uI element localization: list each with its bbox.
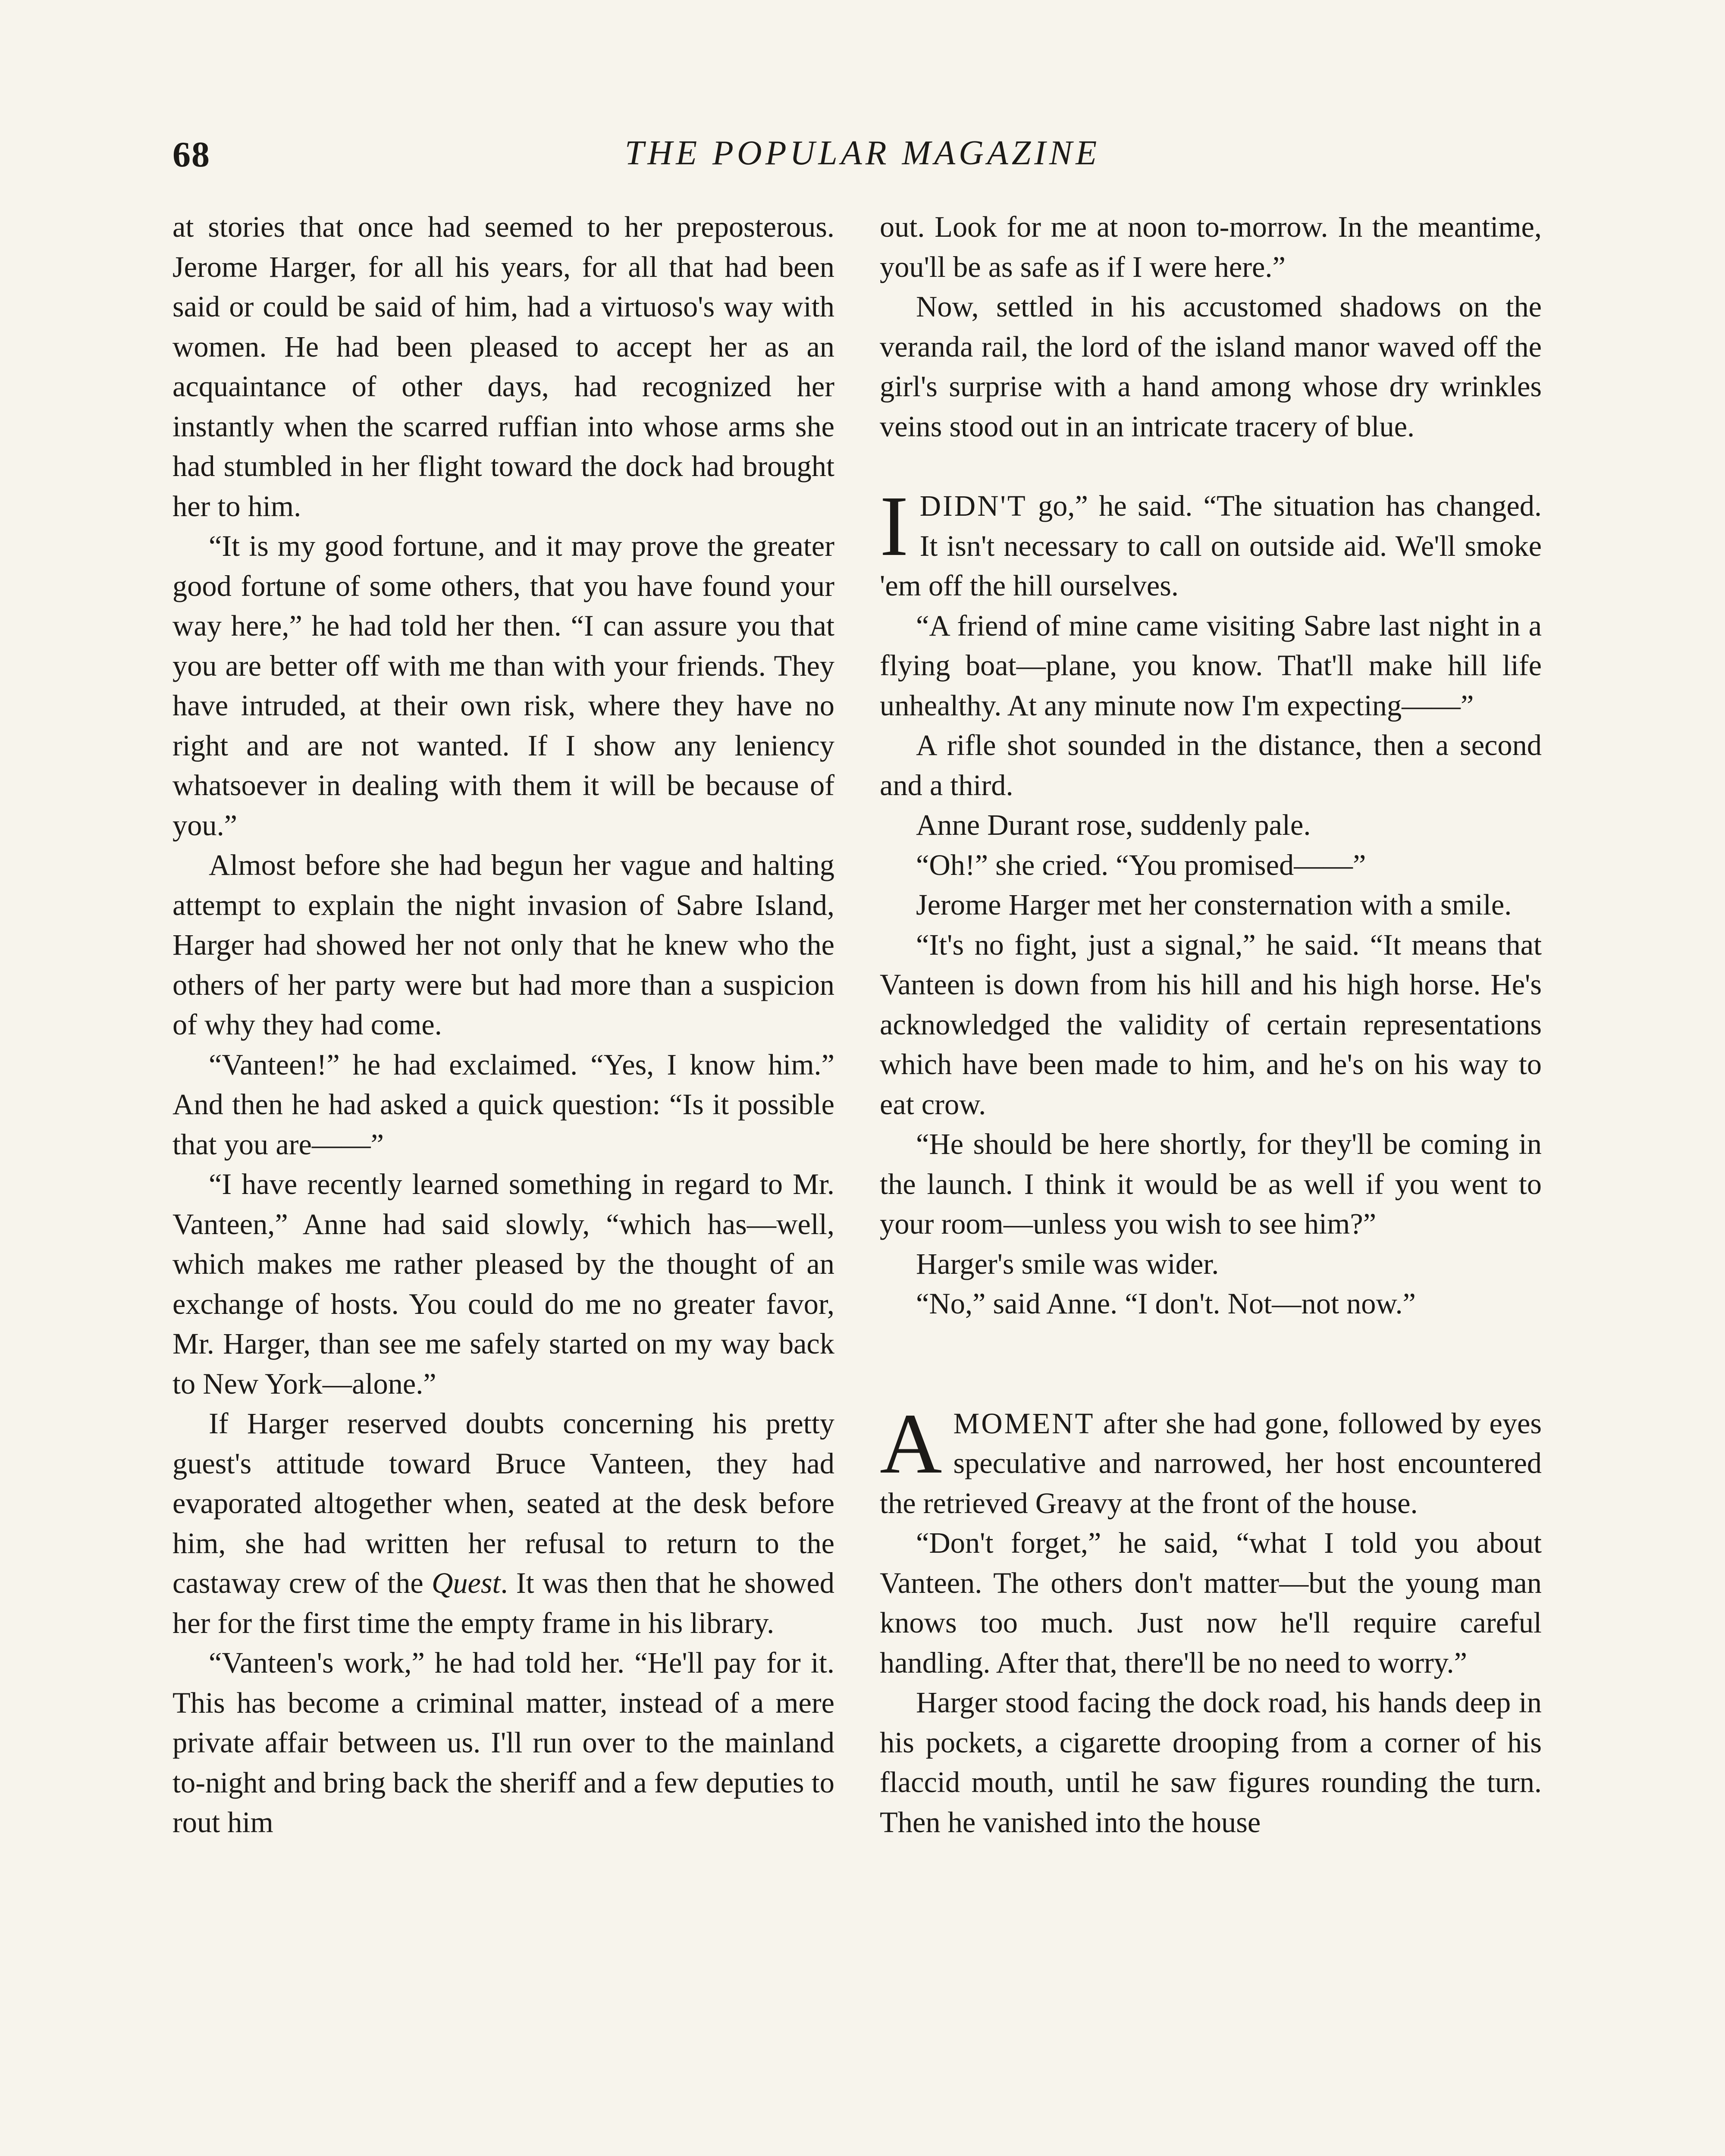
running-title: THE POPULAR MAGAZINE [624, 134, 1101, 172]
paragraph-text: after she had gone, followed by eyes speculative and narrowed, her host encountered the retrieved Greavy at the front of the house. [880, 1407, 1542, 1520]
drop-cap: A [880, 1396, 942, 1492]
paragraph: “It's no fight, just a signal,” he said. “It means that Vanteen is down from his hill and his high horse. He's acknowledged the validity of certain representations which have been made to him, and he's on his way to eat crow. [880, 928, 1542, 1121]
paragraph: “Vanteen!” he had exclaimed. “Yes, I know him.” And then he had asked a quick question: “Is it possible that you are——” [172, 1048, 834, 1161]
paragraph: “It is my good fortune, and it may prove the greater good fortune of some others, that you have found your way here,” he had told her then. “I can assure you that you are better off with me than with your friends. They have intruded, at their own risk, where they have no right and are not wanted. If I show any leniency whatsoever in dealing with them it will be because of you.” [172, 530, 834, 842]
page-header [172, 134, 1552, 185]
ship-name: Quest [431, 1567, 501, 1599]
paragraph: Anne Durant rose, suddenly pale. [916, 808, 1311, 841]
paragraph: Harger's smile was wider. [916, 1247, 1219, 1280]
paragraph: Almost before she had begun her vague and halting attempt to explain the night invasion of Sabre Island, Harger had showed her not only that he knew who the others of her party were but had more than a suspicion of why they had come. [172, 849, 834, 1041]
section-opening-paragraph [880, 479, 1542, 606]
paragraph: “Oh!” she cried. “You promised——” [916, 848, 1366, 881]
paragraph: Jerome Harger met her consternation with a smile. [916, 888, 1512, 921]
drop-cap: I [880, 479, 909, 574]
paragraph-text: go,” he said. “The situation has changed. It isn't necessary to call on outside aid. We'll smoke 'em off the hill ourselves. [880, 489, 1542, 602]
section-opening-paragraph [880, 1396, 1542, 1523]
paragraph [172, 1404, 834, 1643]
paragraph: “A friend of mine came visiting Sabre last night in a flying boat—plane, you know. That'll make hill life unhealthy. At any minute now I'm expecting——” [880, 609, 1542, 722]
paragraph: “Don't forget,” he said, “what I told you about Vanteen. The others don't matter—but the young man knows too much. Just now he'll require careful handling. After that, there'll be no need to worry.” [880, 1526, 1542, 1679]
left-column [172, 207, 834, 2156]
paragraph-text: If Harger reserved doubts concerning his pretty guest's attitude toward Bruce Vanteen, they had evaporated altogether when, seated at the desk before him, she had written her refusal to return to the castaway crew of the [172, 1407, 834, 1599]
paragraph: “He should be here shortly, for they'll be coming in the launch. I think it would be as well if you went to your room—unless you wish to see him?” [880, 1128, 1542, 1240]
paragraph: “No,” said Anne. “I don't. Not—not now.” [916, 1287, 1416, 1320]
paragraph: “Vanteen's work,” he had told her. “He'll pay for it. This has become a criminal matter, instead of a mere private affair between us. I'll run over to the mainland to-night and bring back the sheriff and a few deputies to rout him [172, 1646, 834, 1839]
page-number: 68 [172, 135, 210, 175]
lead-in-word: DIDN'T [919, 489, 1027, 522]
right-column [880, 207, 1542, 2156]
paragraph-text: . It was then that he showed her for the first time the empty frame in his library. [172, 1567, 834, 1639]
paragraph: Harger stood facing the dock road, his hands deep in his pockets, a cigarette drooping from a corner of his flaccid mouth, until he saw figures rounding the turn. Then he vanished into the house [880, 1686, 1542, 1839]
paragraph: Now, settled in his accustomed shadows on the veranda rail, the lord of the island manor waved off the girl's surprise with a hand among whose dry wrinkles veins stood out in an intricate tracery of blue. [880, 290, 1542, 443]
paragraph: out. Look for me at noon to-morrow. In the meantime, you'll be as safe as if I were here.” [880, 210, 1542, 283]
paragraph: at stories that once had seemed to her preposterous. Jerome Harger, for all his years, for all that had been said or could be said of him, had a virtuoso's way with women. He had been pleased to accept her as an acquaintance of other days, had recognized her instantly when the scarred ruffian into whose arms she had stumbled in her flight toward the dock had brought her to him. [172, 210, 834, 523]
paragraph: A rifle shot sounded in the distance, then a second and a third. [880, 729, 1542, 802]
paragraph: “I have recently learned something in regard to Mr. Vanteen,” Anne had said slowly, “which has—well, which makes me rather pleased by the thought of an exchange of hosts. You could do me no greater favor, Mr. Harger, than see me safely started on my way back to New York—alone.” [172, 1168, 834, 1400]
lead-in-word: MOMENT [953, 1407, 1095, 1440]
